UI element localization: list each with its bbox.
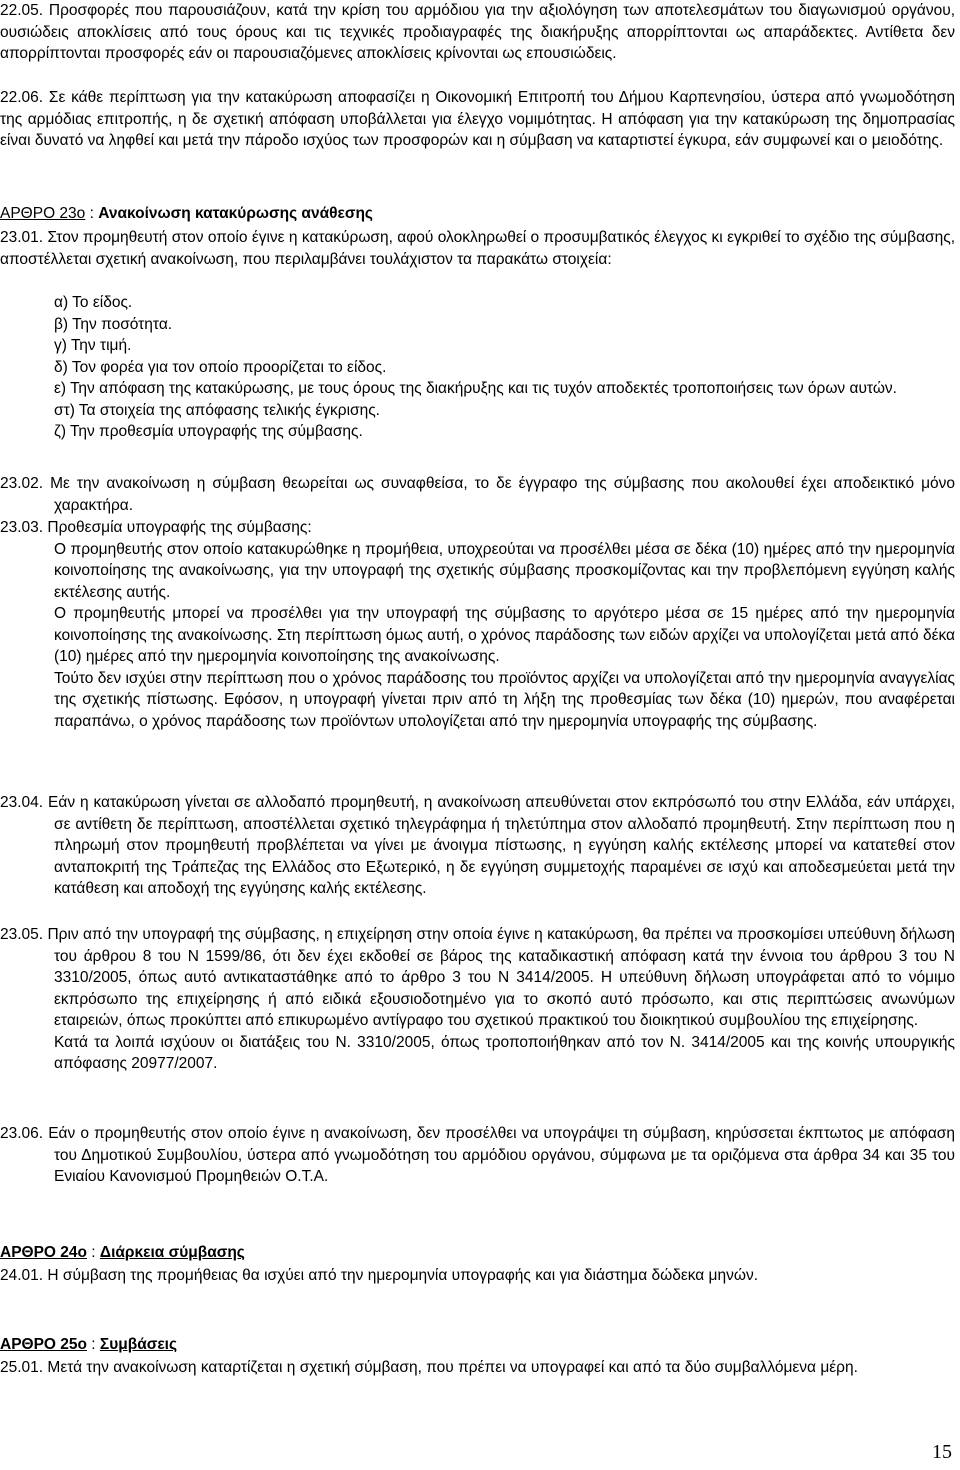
- list-item: ε) Την απόφαση της κατακύρωσης, με τους όρους της διακήρυξης και τις τυχόν αποδεκτές τροποποιήσεις των όρων αυτών.: [54, 380, 897, 397]
- paragraph-number: 23.02.: [0, 475, 44, 492]
- paragraph-text: Με την ανακοίνωση η σύμβαση θεωρείται ως συναφθείσα, το δε έγγραφο της σύμβασης που ακολουθεί έχει αποδεικτικό μόνο χαρακτήρα.: [50, 475, 956, 514]
- list-item: δ) Τον φορέα για τον οποίο προορίζεται το είδος.: [54, 358, 387, 376]
- paragraph-text: Σε κάθε περίπτωση για την κατακύρωση αποφασίζει η Οικονομική Επιτροπή του Δήμου Καρπενησίου, ύστερα από γνωμοδότηση της αρμόδιας επιτροπής, η δε σχετική απόφαση υποβάλλεται για έλεγχο νομιμότητας. Η απόφαση για την κατακύρωση της δημοπρασίας είναι δυνατό να ληφθεί και μετά την πάροδο ισχύος των προσφορών και η σύμβαση να καταρτιστεί έγκυρα, εάν συμφωνεί και ο μειοδότης.: [0, 89, 955, 149]
- paragraph-number: 25.01.: [0, 1359, 44, 1376]
- article-label: ΑΡΘΡΟ 23ο: [0, 205, 86, 222]
- paragraph-23-01: [0, 227, 955, 270]
- article-heading-24: [0, 1242, 955, 1264]
- subparagraph: Τούτο δεν ισχύει στην περίπτωση που ο χρόνος παράδοσης του προϊόντος αρχίζει να υπολογίζεται από την ημερομηνία αναγγελίας της σχετικής πίστωσης. Εφόσον, η υπογραφή γίνεται πριν από τη λήξη της προθεσμίας των δέκα (10) ημερών, που αναφέρεται παραπάνω, ο χρόνος παράδοσης των προϊόντων υπολογίζεται από την ημερομηνία υπογραφής της σύμβασης.: [54, 669, 955, 730]
- subparagraph: Ο προμηθευτής στον οποίο κατακυρώθηκε η προμήθεια, υποχρεούται να προσέλθει μέσα σε δέκα (10) ημέρες από την ημερομηνία κοινοποίησης της ανακοίνωσης, για την υπογραφή της σχετικής σύμβασης προσκομίζοντας και την προβλεπόμενη εγγύηση καλής εκτέλεσης αυτής.: [54, 540, 955, 601]
- list-item: β) Την ποσότητα.: [54, 315, 173, 333]
- paragraph-number: 23.03.: [0, 519, 44, 536]
- paragraph-25-01: [0, 1357, 955, 1379]
- list-item: ζ) Την προθεσμία υπογραφής της σύμβασης.: [54, 423, 363, 440]
- paragraph-23-05: [0, 924, 955, 1075]
- paragraph-text: Μετά την ανακοίνωση καταρτίζεται η σχετική σύμβαση, που πρέπει να υπογραφεί και από τα δύο συμβαλλόμενα μέρη.: [47, 1359, 858, 1376]
- paragraph-23-03: [0, 517, 955, 732]
- paragraph-22-05: [0, 0, 955, 65]
- article-heading-23: [0, 203, 955, 225]
- subparagraph: Ο προμηθευτής μπορεί να προσέλθει για την υπογραφή της σύμβασης το αργότερο μέσα σε 15 ημέρες από την ημερομηνία κοινοποίησης της ανακοίνωσης. Στη περίπτωση όμως αυτή, ο χρόνος παράδοσης των ειδών αρχίζει να υπολογίζεται μετά από δέκα (10) ημέρες από την ημερομηνία κοινοποίησης της ανακοίνωσης.: [54, 605, 955, 665]
- paragraph-23-02: [0, 473, 955, 516]
- paragraph-text: Πριν από την υπογραφή της σύμβασης, η επιχείρηση στην οποία έγινε η κατακύρωση, θα πρέπει να προσκομίσει υπεύθυνη δήλωση του άρθρου 8 του Ν 1599/86, ότι δεν έχει εκδοθεί σε βάρος της καταδικαστική απόφαση κατά την έννοια του άρθρου 3 του Ν 3310/2005, όπως αυτό αντικαταστάθηκε από το άρθρο 3 του Ν 3414/2005. Η υπεύθυνη δήλωση υπογράφεται από το νόμιμο εκπρόσωπο της επιχείρησης ή από ειδικά εξουσιοδοτημένο για το σκοπό αυτό πρόσωπο, και στις περιπτώσεις ανωνύμων εταιρειών, όπως προκύπτει από επικυρωμένο αντίγραφο του σχετικού πρακτικού του διοικητικού συμβουλίου της επιχείρησης.: [47, 926, 956, 1029]
- article-label: ΑΡΘΡΟ 24ο: [0, 1244, 87, 1261]
- paragraph-text: Εάν η κατακύρωση γίνεται σε αλλοδαπό προμηθευτή, η ανακοίνωση απευθύνεται στον εκπρόσωπό του στην Ελλάδα, εάν υπάρχει, σε αντίθετη δε περίπτωση, αποστέλλεται σχετικό τηλεγράφημα ή τηλετύπημα στον αλλοδαπό προμηθευτή. Στην περίπτωση που η πληρωμή στον προμηθευτή προβλέπεται να γίνει με άνοιγμα πίστωσης, η εγγύηση καλής εκτέλεσης μπορεί να κατατεθεί στον ανταποκριτή της Τράπεζας της Ελλάδος στο Εξωτερικό, η δε εγγύηση συμμετοχής παραμένει σε ισχύ και αποδεσμεύεται μετά την κατάθεση και αποδοχή της εγγύησης καλής εκτέλεσης.: [48, 794, 955, 897]
- paragraph-number: 22.05.: [0, 2, 44, 19]
- article-title: Διάρκεια σύμβασης: [99, 1244, 245, 1261]
- paragraph-23-04: [0, 792, 955, 900]
- paragraph-number: 23.01.: [0, 229, 44, 246]
- page-number: 15: [932, 1441, 952, 1463]
- article-separator: :: [87, 1244, 100, 1261]
- paragraph-22-06: [0, 87, 955, 152]
- list-23-01: [54, 292, 955, 443]
- subparagraph: Κατά τα λοιπά ισχύουν οι διατάξεις του Ν. 3310/2005, όπως τροποποιήθηκαν από τον Ν. 3414/2005 και της κοινής υπουργικής απόφασης 20977/2007.: [54, 1033, 955, 1072]
- paragraph-heading: Προθεσμία υπογραφής της σύμβασης:: [47, 519, 312, 536]
- paragraph-number: 23.05.: [0, 926, 44, 943]
- article-heading-25: [0, 1334, 955, 1356]
- list-item: γ) Την τιμή.: [54, 337, 132, 354]
- paragraph-number: 23.04.: [0, 794, 44, 811]
- paragraph-text: Προσφορές που παρουσιάζουν, κατά την κρίση του αρμόδιου για την αξιολόγηση των αποτελεσμάτων του διαγωνισμού οργάνου, ουσιώδεις αποκλίσεις από τους όρους και τις τεχνικές προδιαγραφές της διακήρυξης απορρίπτονται ως απαράδεκτες. Αντίθετα δεν απορρίπτονται προσφορές εάν οι παρουσιαζόμενες αποκλίσεις κρίνονται ως επουσιώδεις.: [0, 2, 955, 62]
- paragraph-text: Στον προμηθευτή στον οποίο έγινε η κατακύρωση, αφού ολοκληρωθεί ο προσυμβατικός έλεγχος κι εγκριθεί το σχέδιο της σύμβασης, αποστέλλεται σχετική ανακοίνωση, που περιλαμβάνει τουλάχιστον τα παρακάτω στοιχεία:: [0, 229, 955, 268]
- list-item: στ) Τα στοιχεία της απόφασης τελικής έγκρισης.: [54, 401, 380, 419]
- paragraph-number: 22.06.: [0, 89, 44, 106]
- paragraph-text: Η σύμβαση της προμήθειας θα ισχύει από την ημερομηνία υπογραφής και για διάστημα δώδεκα μηνών.: [47, 1267, 759, 1284]
- paragraph-24-01: [0, 1265, 955, 1287]
- list-item: α) Το είδος.: [54, 294, 133, 311]
- paragraph-text: Εάν ο προμηθευτής στον οποίο έγινε η ανακοίνωση, δεν προσέλθει να υπογράψει τη σύμβαση, κηρύσσεται έκπτωτος με απόφαση του Δημοτικού Συμβουλίου, ύστερα από γνωμοδότηση του αρμόδιου οργάνου, σύμφωνα με τα οριζόμενα στα άρθρα 34 και 35 του Ενιαίου Κανονισμού Προμηθειών Ο.Τ.Α.: [48, 1125, 955, 1185]
- article-title: Συμβάσεις: [99, 1336, 178, 1353]
- article-title: Ανακοίνωση κατακύρωσης ανάθεσης: [98, 205, 373, 222]
- article-label: ΑΡΘΡΟ 25ο: [0, 1336, 87, 1353]
- article-separator: :: [85, 205, 99, 222]
- paragraph-23-06: [0, 1123, 955, 1188]
- article-separator: :: [87, 1336, 100, 1353]
- paragraph-number: 24.01.: [0, 1267, 44, 1284]
- paragraph-number: 23.06.: [0, 1125, 44, 1142]
